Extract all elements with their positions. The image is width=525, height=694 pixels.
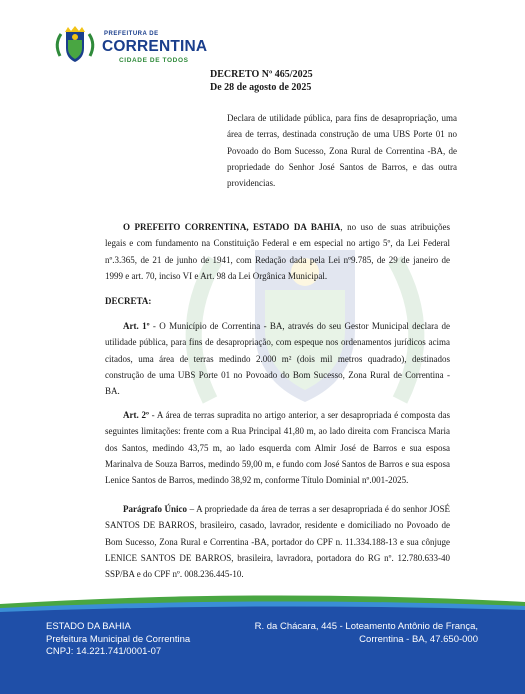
- article-1: [105, 318, 450, 399]
- decree-heading: [210, 68, 313, 94]
- paragrafo-unico: [105, 501, 450, 582]
- footer-cnpj: CNPJ: 14.221.741/0001-07: [46, 646, 162, 657]
- preamble-text: , no uso de suas atribuições legais e com fundamento na Constituição Federal e em especial no artigo 5º, da Lei Federal nº.3.365, de 21 de junho de 1941, com Redação dada pela Lei nº9.785, de 29 de janeiro de 1999 e art. 70, inciso VI e Art. 98 da Lei Orgânica Municipal.: [105, 222, 450, 281]
- crest-icon: [52, 26, 98, 66]
- footer-left-info: [46, 621, 190, 659]
- article-2-text: - A área de terras supradita no artigo anterior, a ser desapropriada é composta das seguintes limitações: frente com a Rua Principal 41,80 m, ao lado direita com Francisca Maria dos Santos, medindo 43,75 m, ao lado esquerda com Almir José de Barros e sua esposa Marinalva de Souza Barros, medindo 59,00 m, e fundo com José Santos de Barros e sua esposa Lenice Santos de Barros, medindo 38,92 m, conforme Título Dominial nº.001-2025.: [105, 410, 450, 486]
- paragrafo-unico-text: – A propriedade da área de terras a ser desapropriada é do senhor JOSÉ SANTOS DE BARROS, brasileiro, casado, lavrador, residente e domiciliado no Povoado de Bom Sucesso, Zona Rural e Correntina -BA, portador do CPF n. 11.334.188-13 e sua cônjuge LENICE SANTOS DE BARROS, brasileira, lavradora, portadora do RG nº. 12.780.633-40 SSP/BA e do CPF nº. 008.236.445-10.: [105, 504, 450, 580]
- preamble-paragraph: [105, 219, 450, 284]
- preamble-lead: O PREFEITO CORRENTINA, ESTADO DA BAHIA: [123, 222, 341, 232]
- article-1-label: Art. 1º: [123, 321, 150, 331]
- article-1-text: - O Município de Correntina - BA, através do seu Gestor Municipal declara de utilidade pública, para fins de desapropriação, com espeque nos ordenamentos jurídicos acima citados, uma área de terras medindo 2.000 m² (dois mil metros quadrado), destinados construção de uma UBS Porte 01 no Povoado do Bom Sucesso, Zona Rural de Correntina - BA.: [105, 321, 450, 397]
- municipality-logo: [52, 26, 212, 66]
- decree-summary: Declara de utilidade pública, para fins de desapropriação, uma área de terras, destinada construção de uma UBS Porte 01 no Povoado do Bom Sucesso, Zona Rural de Correntina -BA, de propriedade do Senhor José Santos de Barros, e das outra providencias.: [227, 113, 457, 189]
- decree-date: De 28 de agosto de 2025: [210, 82, 312, 93]
- decree-number: DECRETO Nº 465/2025: [210, 69, 313, 80]
- article-2-label: Art. 2º: [123, 410, 149, 420]
- article-2: [105, 407, 450, 488]
- logo-prefix-text: PREFEITURA DE: [104, 31, 159, 37]
- paragrafo-unico-label: Parágrafo Único: [123, 504, 188, 514]
- footer-prefecture: Prefeitura Municipal de Correntina: [46, 633, 191, 645]
- logo-tagline: CIDADE DE TODOS: [119, 57, 189, 64]
- decreta-heading: DECRETA:: [105, 296, 152, 306]
- logo-city-name: CORRENTINA: [102, 38, 208, 55]
- footer-state: ESTADO DA BAHIA: [46, 621, 131, 632]
- footer-address-line2: Correntina - BA, 47.650-000: [359, 633, 478, 645]
- footer-address-line1: R. da Chácara, 445 - Loteamento Antônio de França,: [254, 621, 478, 632]
- footer-address: [255, 621, 478, 646]
